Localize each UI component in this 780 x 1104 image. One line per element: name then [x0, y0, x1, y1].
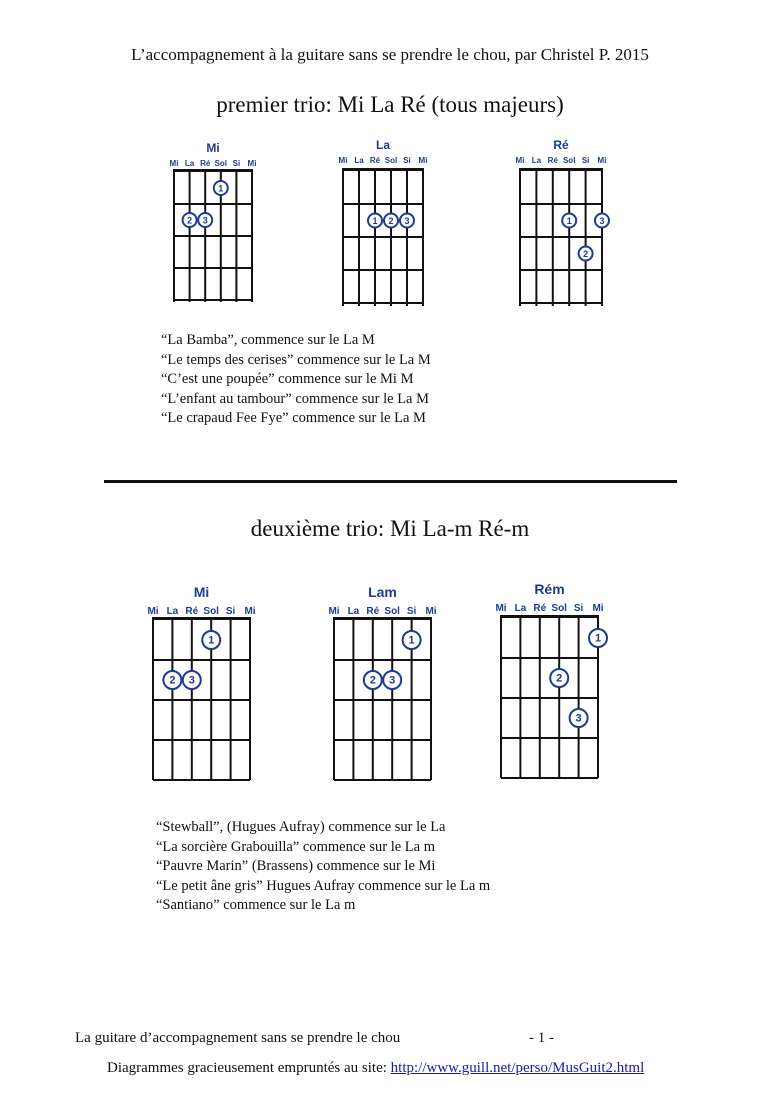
credit-text: Diagrammes gracieusement empruntés au site: — [107, 1060, 387, 1076]
string-label: Si — [573, 603, 584, 614]
nut — [152, 617, 251, 620]
string-label: Mi — [597, 156, 607, 165]
section-divider — [104, 480, 677, 483]
song-item: “L’enfant au tambour” commence sur le La M — [161, 390, 430, 407]
string-label: Ré — [200, 159, 211, 168]
chord-name: Mi — [206, 141, 220, 155]
song-item: “Le crapaud Fee Fye” commence sur le La M — [161, 410, 426, 426]
song-item: “Le petit âne gris” Hugues Aufray commence sur le La m — [156, 877, 491, 894]
string-label: Sol — [214, 159, 228, 168]
string-label: Mi — [169, 159, 179, 168]
string-label: Ré — [533, 603, 547, 614]
string-label: Sol — [562, 156, 576, 165]
finger-number: 3 — [389, 674, 396, 687]
string-label: Mi — [328, 606, 340, 617]
footer-credit — [107, 1060, 644, 1077]
nut — [173, 169, 253, 172]
song-item: “Le temps des cerises” commence sur le La M — [161, 351, 431, 368]
string-label: Mi — [418, 156, 428, 165]
string-label: La — [354, 156, 364, 165]
finger-number: 1 — [566, 216, 572, 226]
finger-number: 3 — [404, 216, 410, 226]
finger-number: 2 — [556, 672, 563, 685]
nut — [519, 168, 603, 171]
string-label: Ré — [547, 156, 558, 165]
finger-number: 3 — [202, 215, 208, 226]
finger-number: 1 — [594, 632, 602, 645]
string-label: Mi — [495, 603, 507, 614]
finger-number: 2 — [388, 216, 394, 226]
chord-name: La — [375, 138, 391, 152]
finger-number: 2 — [583, 249, 589, 259]
nut — [333, 617, 432, 620]
string-label: Si — [232, 159, 241, 168]
song-item: “Pauvre Marin” (Brassens) commence sur le Mi — [156, 858, 436, 874]
nut — [500, 615, 599, 618]
string-label: Ré — [366, 606, 380, 617]
finger-number: 1 — [208, 634, 215, 647]
string-label: Si — [581, 156, 590, 165]
finger-number: 2 — [369, 674, 376, 687]
finger-number: 2 — [169, 674, 176, 687]
string-label: Si — [225, 606, 236, 617]
chord-diagram-re — [508, 134, 618, 308]
finger-number: 1 — [218, 183, 224, 194]
page-number: - 1 - — [529, 1030, 554, 1046]
string-label: Sol — [551, 603, 567, 614]
finger-number: 1 — [408, 634, 415, 647]
chord-diagram-mi-2 — [138, 580, 268, 780]
song-list-1 — [161, 331, 431, 429]
page-header: L’accompagnement à la guitare sans se prendre le chou, par Christel P. 2015 — [131, 45, 649, 64]
song-item: “Stewball”, (Hugues Aufray) commence sur le La — [156, 819, 446, 835]
song-list-2 — [156, 818, 490, 916]
chord-name: Lam — [368, 584, 397, 600]
string-label: Si — [406, 606, 417, 617]
song-item: “La sorcière Grabouilla” commence sur le La m — [156, 838, 435, 855]
finger-number: 1 — [372, 216, 378, 226]
chord-diagram-la — [330, 134, 440, 308]
string-label: Mi — [592, 603, 604, 614]
string-label: Ré — [185, 606, 199, 617]
source-link[interactable]: http://www.guill.net/perso/MusGuit2.html — [390, 1060, 645, 1076]
finger-number: 3 — [575, 712, 582, 725]
string-label: La — [347, 606, 360, 617]
chord-name: Mi — [193, 584, 210, 600]
string-label: La — [166, 606, 179, 617]
song-item: “La Bamba”, commence sur le La M — [161, 332, 375, 348]
string-label: La — [514, 603, 527, 614]
nut — [342, 168, 424, 171]
string-label: Sol — [384, 156, 398, 165]
chord-name: Ré — [553, 138, 569, 152]
finger-number: 3 — [599, 216, 605, 226]
chord-diagram-lam — [318, 580, 448, 780]
chord-diagram-mi-1 — [160, 136, 270, 308]
chord-diagram-rem — [488, 578, 618, 778]
string-label: Sol — [384, 606, 400, 617]
string-label: Mi — [515, 156, 525, 165]
string-label: Mi — [247, 159, 257, 168]
string-label: La — [531, 156, 542, 165]
string-label: Mi — [147, 606, 159, 617]
song-item: “Santiano” commence sur le La m — [156, 897, 356, 913]
string-label: La — [184, 159, 195, 168]
finger-number: 2 — [187, 215, 193, 226]
string-label: Ré — [369, 156, 381, 165]
string-label: Mi — [338, 156, 348, 165]
section-1-title: premier trio: Mi La Ré (tous majeurs) — [216, 92, 564, 117]
string-label: Mi — [425, 606, 437, 617]
string-label: Mi — [244, 606, 256, 617]
string-label: Sol — [203, 606, 219, 617]
string-label: Si — [403, 156, 411, 165]
section-2-title: deuxième trio: Mi La-m Ré-m — [250, 516, 530, 541]
chord-name: Rém — [534, 581, 565, 597]
finger-number: 3 — [188, 674, 195, 687]
song-item: “C’est une poupée” commence sur le Mi M — [161, 371, 414, 387]
footer-title: La guitare d’accompagnement sans se prendre le chou — [75, 1030, 401, 1046]
